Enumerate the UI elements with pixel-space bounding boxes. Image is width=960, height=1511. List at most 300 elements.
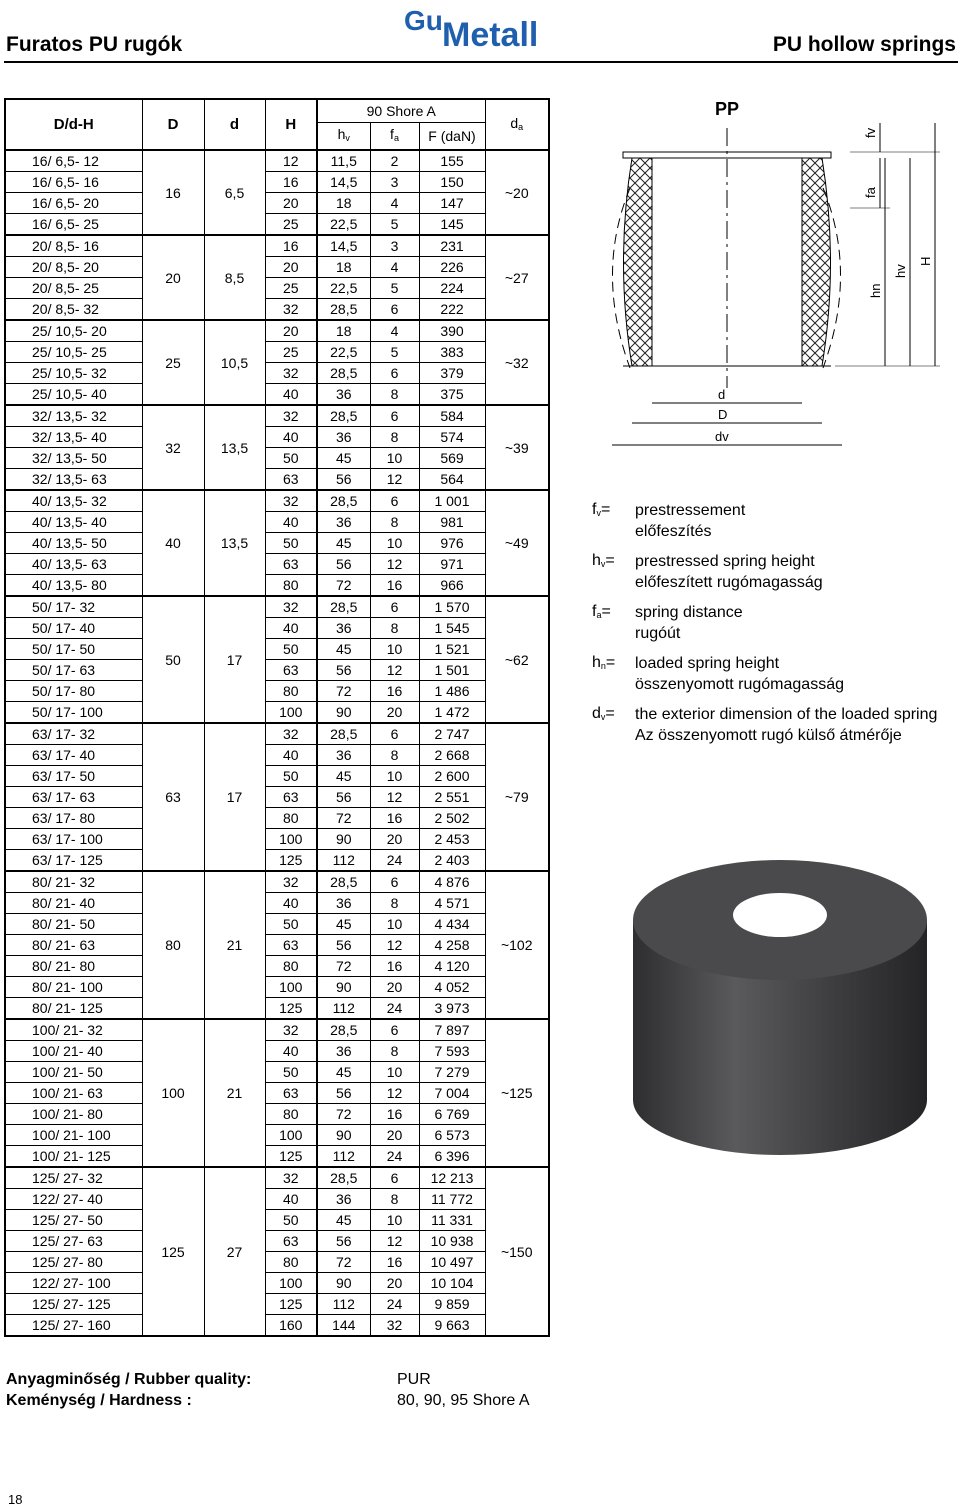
legend-item	[592, 653, 952, 695]
table-row	[5, 427, 549, 448]
table-cell: 100	[265, 977, 317, 998]
table-row	[5, 1019, 549, 1041]
table-cell: 6	[370, 1019, 419, 1041]
table-cell: 25/ 10,5- 25	[5, 342, 142, 363]
label-pp: PP	[715, 99, 740, 119]
table-row	[5, 1146, 549, 1168]
table-cell: 144	[317, 1315, 370, 1337]
table-cell: 50/ 17- 63	[5, 660, 142, 681]
table-cell: 4 052	[419, 977, 485, 998]
table-cell: 32/ 13,5- 63	[5, 469, 142, 491]
table-cell: 564	[419, 469, 485, 491]
table-cell: 40	[265, 745, 317, 766]
table-cell: 16	[370, 1104, 419, 1125]
table-cell: 10 497	[419, 1252, 485, 1273]
table-cell: 12	[370, 787, 419, 808]
table-cell: 125/ 27- 80	[5, 1252, 142, 1273]
material-footer	[6, 1369, 606, 1411]
table-cell: 16	[142, 150, 204, 235]
table-row	[5, 723, 549, 745]
table-cell: ~20	[485, 150, 549, 235]
legend-line: rugóút	[635, 625, 681, 642]
table-cell: 90	[317, 1125, 370, 1146]
table-row	[5, 871, 549, 893]
table-cell: 18	[317, 257, 370, 278]
table-cell: 4 258	[419, 935, 485, 956]
table-cell: 25	[265, 214, 317, 236]
header-da: $d_a$	[485, 99, 549, 150]
legend-line: prestressed spring height	[635, 553, 815, 570]
table-cell: 28,5	[317, 405, 370, 427]
table-cell: 21	[204, 871, 265, 1019]
table-cell: 50/ 17- 50	[5, 639, 142, 660]
table-row	[5, 214, 549, 236]
table-cell: 28,5	[317, 299, 370, 321]
table-cell: 125/ 27- 32	[5, 1167, 142, 1189]
table-row	[5, 1104, 549, 1125]
quality-row	[6, 1369, 606, 1390]
table-cell: 63	[265, 660, 317, 681]
table-cell: 45	[317, 1062, 370, 1083]
legend-description	[635, 653, 952, 695]
table-cell: 4 434	[419, 914, 485, 935]
table-cell: 122/ 27- 100	[5, 1273, 142, 1294]
table-cell: 7 897	[419, 1019, 485, 1041]
legend-line: the exterior dimension of the loaded spring	[635, 706, 938, 723]
table-cell: 379	[419, 363, 485, 384]
table-row	[5, 299, 549, 321]
table-cell: ~150	[485, 1167, 549, 1336]
table-cell: 2 600	[419, 766, 485, 787]
table-row	[5, 278, 549, 299]
legend-symbol: $h_v=$	[592, 552, 615, 569]
table-cell: 10	[370, 1210, 419, 1231]
header-shore-group: 90 Shore A	[317, 99, 485, 123]
table-cell: 32	[265, 405, 317, 427]
quality-label: Anyagminőség / Rubber quality:	[6, 1371, 252, 1388]
table-cell: 32/ 13,5- 50	[5, 448, 142, 469]
table-cell: 20	[370, 1273, 419, 1294]
table-cell: 10	[370, 639, 419, 660]
table-cell: 63	[265, 554, 317, 575]
table-cell: 100/ 21- 40	[5, 1041, 142, 1062]
hardness-row	[6, 1390, 606, 1411]
table-cell: 90	[317, 829, 370, 850]
table-row	[5, 235, 549, 257]
table-row	[5, 448, 549, 469]
table-cell: 100	[265, 1125, 317, 1146]
table-cell: 11,5	[317, 150, 370, 172]
table-cell: 90	[317, 977, 370, 998]
table-cell: 100	[265, 1273, 317, 1294]
table-cell: 8	[370, 1189, 419, 1210]
table-cell: 125	[265, 998, 317, 1020]
table-cell: 981	[419, 512, 485, 533]
table-row	[5, 850, 549, 872]
table-row	[5, 956, 549, 977]
table-cell: 125/ 27- 63	[5, 1231, 142, 1252]
table-cell: 32	[265, 299, 317, 321]
legend-line: loaded spring height	[635, 655, 780, 672]
table-cell: 72	[317, 1252, 370, 1273]
table-cell: 50	[265, 448, 317, 469]
table-cell: 45	[317, 533, 370, 554]
hardness-label: Keménység / Hardness :	[6, 1392, 192, 1409]
table-cell: 40	[142, 490, 204, 596]
table-cell: 50	[265, 1210, 317, 1231]
table-cell: 80	[265, 575, 317, 597]
table-cell: 72	[317, 575, 370, 597]
table-row	[5, 787, 549, 808]
table-cell: 10	[370, 766, 419, 787]
header-F: F (daN)	[419, 123, 485, 151]
table-cell: 50/ 17- 40	[5, 618, 142, 639]
table-cell: 1 472	[419, 702, 485, 724]
table-row	[5, 320, 549, 342]
table-cell: 28,5	[317, 871, 370, 893]
table-cell: 3 973	[419, 998, 485, 1020]
legend-symbol: $f_v=$	[592, 501, 611, 518]
table-cell: 50	[265, 1062, 317, 1083]
table-row	[5, 554, 549, 575]
table-cell: 63	[265, 935, 317, 956]
table-cell: 8	[370, 618, 419, 639]
table-row	[5, 1083, 549, 1104]
table-cell: 8	[370, 745, 419, 766]
table-cell: 20	[265, 257, 317, 278]
table-cell: 100	[265, 829, 317, 850]
table-cell: ~27	[485, 235, 549, 320]
table-cell: 100/ 21- 125	[5, 1146, 142, 1168]
table-row	[5, 172, 549, 193]
table-cell: 80/ 21- 32	[5, 871, 142, 893]
table-cell: 2	[370, 150, 419, 172]
table-cell: 16	[370, 956, 419, 977]
table-cell: 32/ 13,5- 40	[5, 427, 142, 448]
table-cell: 21	[204, 1019, 265, 1167]
table-cell: 36	[317, 893, 370, 914]
table-cell: 40	[265, 1041, 317, 1062]
table-cell: 375	[419, 384, 485, 406]
table-row	[5, 193, 549, 214]
table-cell: 56	[317, 1083, 370, 1104]
table-cell: 10	[370, 448, 419, 469]
table-cell: 27	[204, 1167, 265, 1336]
table-cell: 20	[142, 235, 204, 320]
table-cell: 4 571	[419, 893, 485, 914]
table-row	[5, 681, 549, 702]
table-cell: 28,5	[317, 1167, 370, 1189]
table-cell: 32	[265, 1167, 317, 1189]
table-cell: 5	[370, 214, 419, 236]
table-cell: 1 570	[419, 596, 485, 618]
table-cell: 40	[265, 427, 317, 448]
table-row	[5, 766, 549, 787]
table-cell: 14,5	[317, 172, 370, 193]
table-cell: 122/ 27- 40	[5, 1189, 142, 1210]
table-cell: 20	[370, 829, 419, 850]
table-cell: 80/ 21- 50	[5, 914, 142, 935]
table-cell: 584	[419, 405, 485, 427]
table-row	[5, 914, 549, 935]
table-cell: 16	[370, 681, 419, 702]
table-cell: 125	[142, 1167, 204, 1336]
table-row	[5, 829, 549, 850]
table-cell: 16	[370, 1252, 419, 1273]
table-cell: 50	[265, 639, 317, 660]
table-cell: 2 403	[419, 850, 485, 872]
table-cell: 90	[317, 1273, 370, 1294]
table-cell: 100/ 21- 80	[5, 1104, 142, 1125]
table-cell: 24	[370, 850, 419, 872]
table-cell: 80	[265, 1252, 317, 1273]
table-cell: 24	[370, 1294, 419, 1315]
legend-line: előfeszített rugómagasság	[635, 574, 823, 591]
table-cell: 50	[265, 533, 317, 554]
table-cell: 7 593	[419, 1041, 485, 1062]
table-cell: 10 104	[419, 1273, 485, 1294]
table-cell: 50/ 17- 80	[5, 681, 142, 702]
svg-text:hn: hn	[868, 283, 883, 298]
table-cell: 4	[370, 320, 419, 342]
svg-text:Metall: Metall	[442, 16, 539, 50]
table-cell: 12	[370, 1083, 419, 1104]
legend-description	[635, 500, 952, 542]
table-cell: 8	[370, 512, 419, 533]
table-cell: 22,5	[317, 278, 370, 299]
table-cell: 125	[265, 1146, 317, 1168]
table-cell: 24	[370, 998, 419, 1020]
table-cell: 6	[370, 363, 419, 384]
table-row	[5, 405, 549, 427]
table-row	[5, 257, 549, 278]
table-cell: 2 747	[419, 723, 485, 745]
table-cell: 20	[370, 977, 419, 998]
table-cell: 11 772	[419, 1189, 485, 1210]
table-cell: 32	[265, 490, 317, 512]
symbol-legend	[592, 500, 952, 755]
table-cell: 125/ 27- 50	[5, 1210, 142, 1231]
table-cell: 63/ 17- 40	[5, 745, 142, 766]
table-cell: 63/ 17- 100	[5, 829, 142, 850]
table-cell: 10,5	[204, 320, 265, 405]
table-cell: 36	[317, 1041, 370, 1062]
table-cell: 100/ 21- 100	[5, 1125, 142, 1146]
table-cell: 2 502	[419, 808, 485, 829]
table-cell: 40	[265, 384, 317, 406]
table-cell: 32	[265, 1019, 317, 1041]
table-cell: 155	[419, 150, 485, 172]
table-cell: ~125	[485, 1019, 549, 1167]
table-cell: 63	[142, 723, 204, 871]
table-cell: 1 545	[419, 618, 485, 639]
table-cell: 25/ 10,5- 20	[5, 320, 142, 342]
svg-text:d: d	[718, 387, 726, 402]
table-row	[5, 596, 549, 618]
table-row	[5, 1294, 549, 1315]
table-cell: 32	[265, 363, 317, 384]
table-cell: ~102	[485, 871, 549, 1019]
table-cell: 40/ 13,5- 63	[5, 554, 142, 575]
table-cell: 80/ 21- 100	[5, 977, 142, 998]
table-cell: 36	[317, 745, 370, 766]
table-cell: 28,5	[317, 596, 370, 618]
table-cell: 112	[317, 1146, 370, 1168]
table-row	[5, 660, 549, 681]
legend-line: Az összenyomott rugó külső átmérője	[635, 727, 902, 744]
table-cell: 1 486	[419, 681, 485, 702]
table-cell: 80/ 21- 40	[5, 893, 142, 914]
table-cell: 25	[265, 342, 317, 363]
table-cell: 4	[370, 257, 419, 278]
table-cell: 125	[265, 1294, 317, 1315]
table-cell: 6	[370, 723, 419, 745]
page-header	[0, 0, 960, 62]
table-row	[5, 977, 549, 998]
table-row	[5, 935, 549, 956]
table-cell: 28,5	[317, 723, 370, 745]
table-cell: 50	[265, 914, 317, 935]
table-cell: 100	[142, 1019, 204, 1167]
table-cell: 112	[317, 850, 370, 872]
legend-item	[592, 551, 952, 593]
table-cell: 32/ 13,5- 32	[5, 405, 142, 427]
table-cell: 10	[370, 1062, 419, 1083]
table-cell: 383	[419, 342, 485, 363]
table-cell: 56	[317, 1231, 370, 1252]
table-cell: 25	[142, 320, 204, 405]
table-cell: 90	[317, 702, 370, 724]
title-english: PU hollow springs	[772, 33, 956, 56]
table-cell: 14,5	[317, 235, 370, 257]
table-cell: 72	[317, 956, 370, 977]
table-cell: 80	[265, 1104, 317, 1125]
table-cell: 2 668	[419, 745, 485, 766]
table-cell: 56	[317, 469, 370, 491]
table-cell: 40	[265, 618, 317, 639]
table-cell: 12	[370, 660, 419, 681]
header-divider	[4, 61, 958, 63]
header-fa: $f_a$	[370, 123, 419, 151]
table-cell: 45	[317, 1210, 370, 1231]
legend-description	[635, 551, 952, 593]
table-cell: 9 859	[419, 1294, 485, 1315]
table-cell: 16	[370, 808, 419, 829]
legend-line: prestressement	[635, 502, 746, 519]
table-cell: 72	[317, 808, 370, 829]
table-cell: ~39	[485, 405, 549, 490]
table-row	[5, 342, 549, 363]
table-cell: 20	[370, 702, 419, 724]
header-hv: $h_v$	[317, 123, 370, 151]
gumetall-logo	[402, 4, 562, 50]
table-cell: 80/ 21- 125	[5, 998, 142, 1020]
table-cell: ~79	[485, 723, 549, 871]
table-cell: 6,5	[204, 150, 265, 235]
table-cell: 40	[265, 512, 317, 533]
table-row	[5, 702, 549, 724]
table-cell: 25/ 10,5- 32	[5, 363, 142, 384]
table-cell: 6	[370, 299, 419, 321]
table-cell: 20/ 8,5- 20	[5, 257, 142, 278]
table-cell: 12	[265, 150, 317, 172]
table-row	[5, 745, 549, 766]
legend-symbol: $f_a=$	[592, 603, 611, 620]
table-row	[5, 618, 549, 639]
legend-symbol: $h_n=$	[592, 654, 616, 671]
header-H: H	[265, 99, 317, 150]
table-cell: 100/ 21- 32	[5, 1019, 142, 1041]
table-cell: 6	[370, 871, 419, 893]
table-cell: 6	[370, 405, 419, 427]
table-cell: 4 120	[419, 956, 485, 977]
table-cell: 5	[370, 342, 419, 363]
table-cell: 40/ 13,5- 50	[5, 533, 142, 554]
table-row	[5, 533, 549, 554]
table-cell: 16/ 6,5- 16	[5, 172, 142, 193]
table-cell: 32	[265, 871, 317, 893]
legend-description	[635, 602, 952, 644]
header-D: D	[142, 99, 204, 150]
table-cell: 36	[317, 618, 370, 639]
wall-right	[802, 158, 831, 366]
table-row	[5, 363, 549, 384]
table-cell: 3	[370, 235, 419, 257]
table-cell: 12	[370, 935, 419, 956]
legend-item	[592, 704, 952, 746]
table-cell: 224	[419, 278, 485, 299]
table-cell: 40	[265, 1189, 317, 1210]
table-cell: 4	[370, 193, 419, 214]
table-cell: 36	[317, 427, 370, 448]
table-cell: 63/ 17- 63	[5, 787, 142, 808]
table-cell: 150	[419, 172, 485, 193]
wall-left	[624, 158, 653, 366]
table-cell: 20	[265, 320, 317, 342]
table-cell: ~62	[485, 596, 549, 723]
table-cell: 45	[317, 639, 370, 660]
table-cell: 1 001	[419, 490, 485, 512]
svg-text:hv: hv	[893, 264, 908, 278]
table-cell: 2 551	[419, 787, 485, 808]
table-cell: 40/ 13,5- 32	[5, 490, 142, 512]
legend-line: összenyomott rugómagasság	[635, 676, 844, 693]
table-cell: 45	[317, 766, 370, 787]
table-cell: 36	[317, 512, 370, 533]
table-cell: 45	[317, 448, 370, 469]
table-row	[5, 512, 549, 533]
table-row	[5, 384, 549, 406]
legend-symbol: $d_v=$	[592, 705, 615, 722]
table-cell: 2 453	[419, 829, 485, 850]
table-cell: 50	[142, 596, 204, 723]
table-cell: 16	[370, 575, 419, 597]
table-row	[5, 1231, 549, 1252]
table-cell: 63/ 17- 32	[5, 723, 142, 745]
table-cell: 40/ 13,5- 40	[5, 512, 142, 533]
table-cell: 32	[265, 723, 317, 745]
table-cell: 24	[370, 1146, 419, 1168]
table-cell: 20/ 8,5- 16	[5, 235, 142, 257]
svg-text:D: D	[718, 407, 728, 422]
table-cell: 50/ 17- 100	[5, 702, 142, 724]
table-cell: 12	[370, 1231, 419, 1252]
table-cell: 16	[265, 235, 317, 257]
table-cell: 18	[317, 193, 370, 214]
table-cell: 12	[370, 469, 419, 491]
table-cell: 390	[419, 320, 485, 342]
svg-text:H: H	[918, 256, 933, 266]
